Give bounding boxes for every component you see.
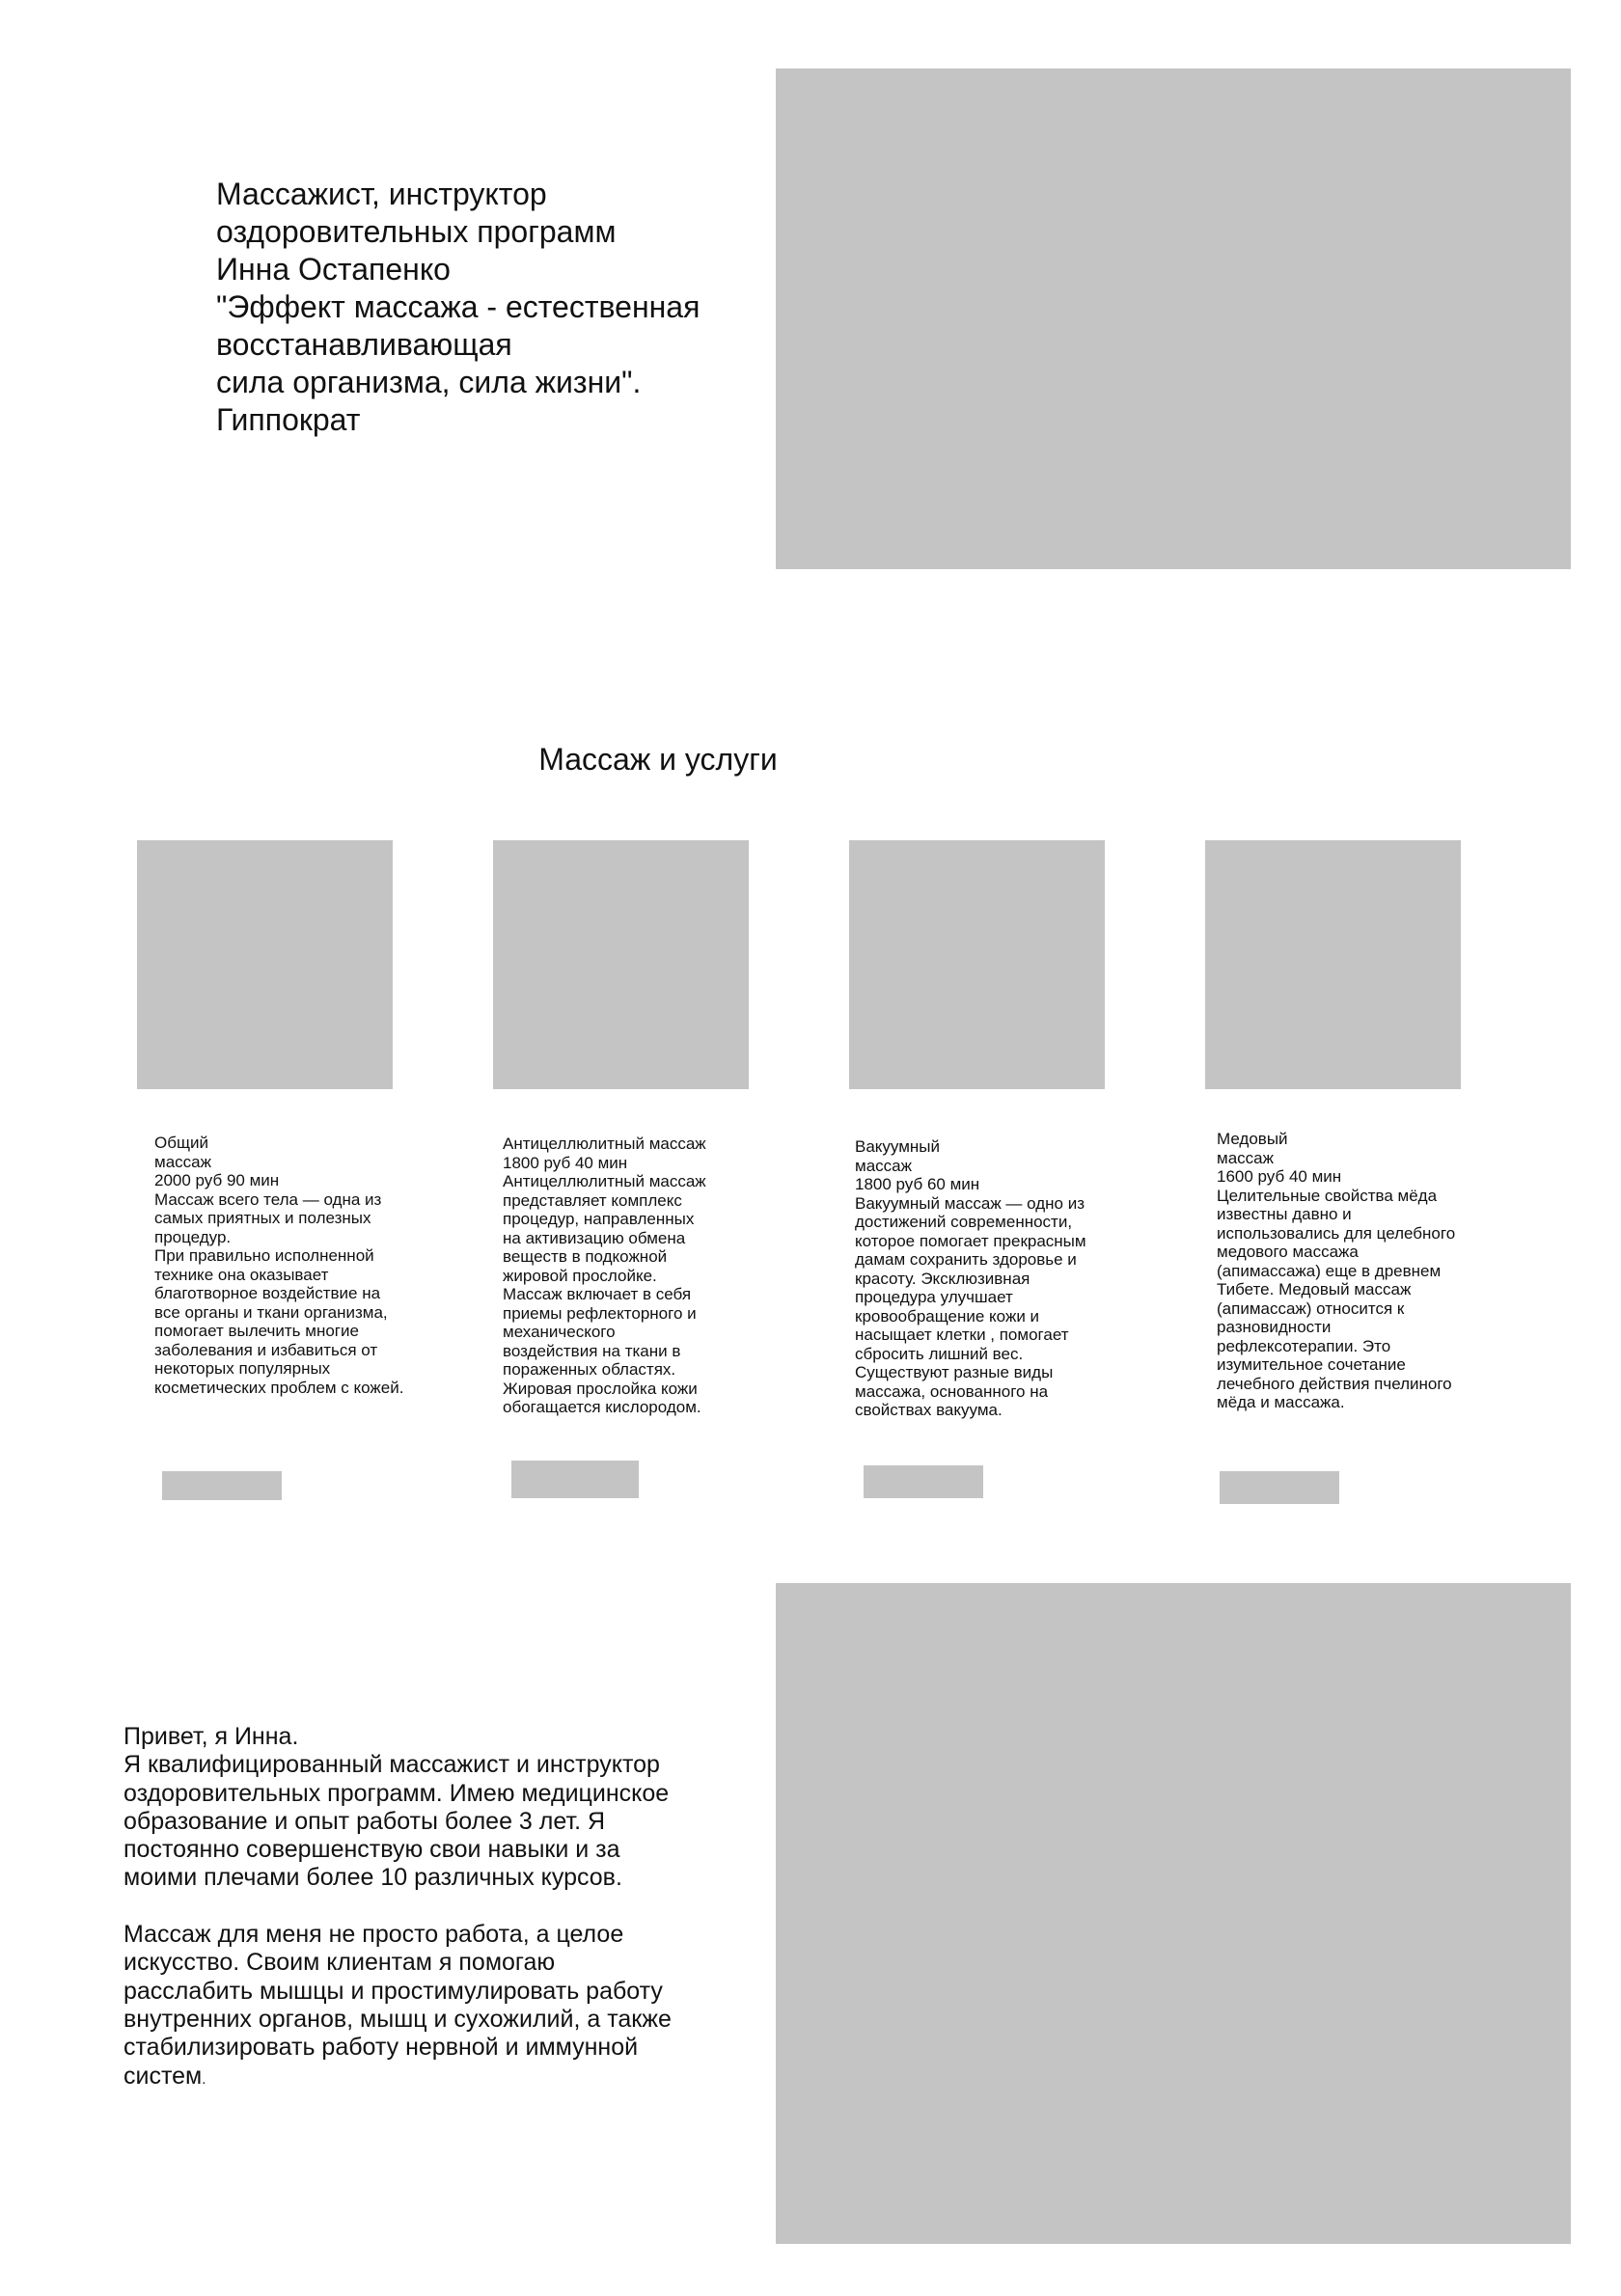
about-text-tail: .: [202, 2070, 206, 2088]
service-card-4-image: [1205, 840, 1461, 1089]
service-card-3-image: [849, 840, 1105, 1089]
service-card-2-button[interactable]: [511, 1461, 639, 1498]
service-card-2-text: Антицеллюлитный массаж 1800 руб 40 мин Антицеллюлитный массаж представляет комплекс процедур, направленных на активизацию обмена веществ в подкожной жировой прослойке. Массаж включает в себя приемы рефлекторного и механического воздействия на ткани в пораженных областях. Жировая прослойка кожи обогащается кислородом.: [503, 1134, 706, 1416]
service-card-4-button[interactable]: [1220, 1471, 1339, 1504]
about-text: [124, 1723, 722, 2093]
services-title: Массаж и услуги: [538, 742, 778, 777]
service-card-1-text: Общий массаж 2000 руб 90 мин Массаж всего тела — одна из самых приятных и полезных процедур. При правильно исполненной технике она оказывает благотворное воздействие на все органы и ткани организма, помогает вылечить многие заболевания и избавиться от некоторых популярных косметических проблем с кожей.: [154, 1134, 404, 1397]
service-card-3-button[interactable]: [864, 1465, 983, 1498]
about-image-placeholder: [776, 1583, 1571, 2244]
hero-intro-text: Массажист, инструктор оздоровительных программ Инна Остапенко "Эффект массажа - естественная восстанавливающая сила организма, сила жизни". Гиппократ: [216, 177, 701, 437]
about-text-body: Привет, я Инна. Я квалифицированный массажист и инструктор оздоровительных программ. Имею медицинское образование и опыт работы более 3 лет. Я постоянно совершенствую свои навыки и за моими плечами более 10 различных курсов. Массаж для меня не просто работа, а целое искусство. Своим клиентам я помогаю расслабить мышцы и простимулировать работу внутренних органов, мышц и сухожилий, а также стабилизировать работу нервной и иммунной систем: [124, 1723, 672, 2090]
service-card-1-image: [137, 840, 393, 1089]
hero-image-placeholder: [776, 68, 1571, 569]
service-card-4-text: Медовый массаж 1600 руб 40 мин Целительные свойства мёда известны давно и использовались для целебного медового массажа (апимассажа) еще в древнем Тибете. Медовый массаж (апимассаж) относится к разновидности рефлексотерапии. Это изумительное сочетание лечебного действия пчелиного мёда и массажа.: [1217, 1130, 1456, 1411]
service-card-2-image: [493, 840, 749, 1089]
service-card-3-text: Вакуумный массаж 1800 руб 60 мин Вакуумный массаж — одно из достижений современности, которое помогает прекрасным дамам сохранить здоровье и красоту. Эксклюзивная процедура улучшает кровообращение кожи и насыщает клетки , помогает сбросить лишний вес. Существуют разные виды массажа, основанного на свойствах вакуума.: [855, 1137, 1086, 1419]
service-card-1-button[interactable]: [162, 1471, 282, 1500]
